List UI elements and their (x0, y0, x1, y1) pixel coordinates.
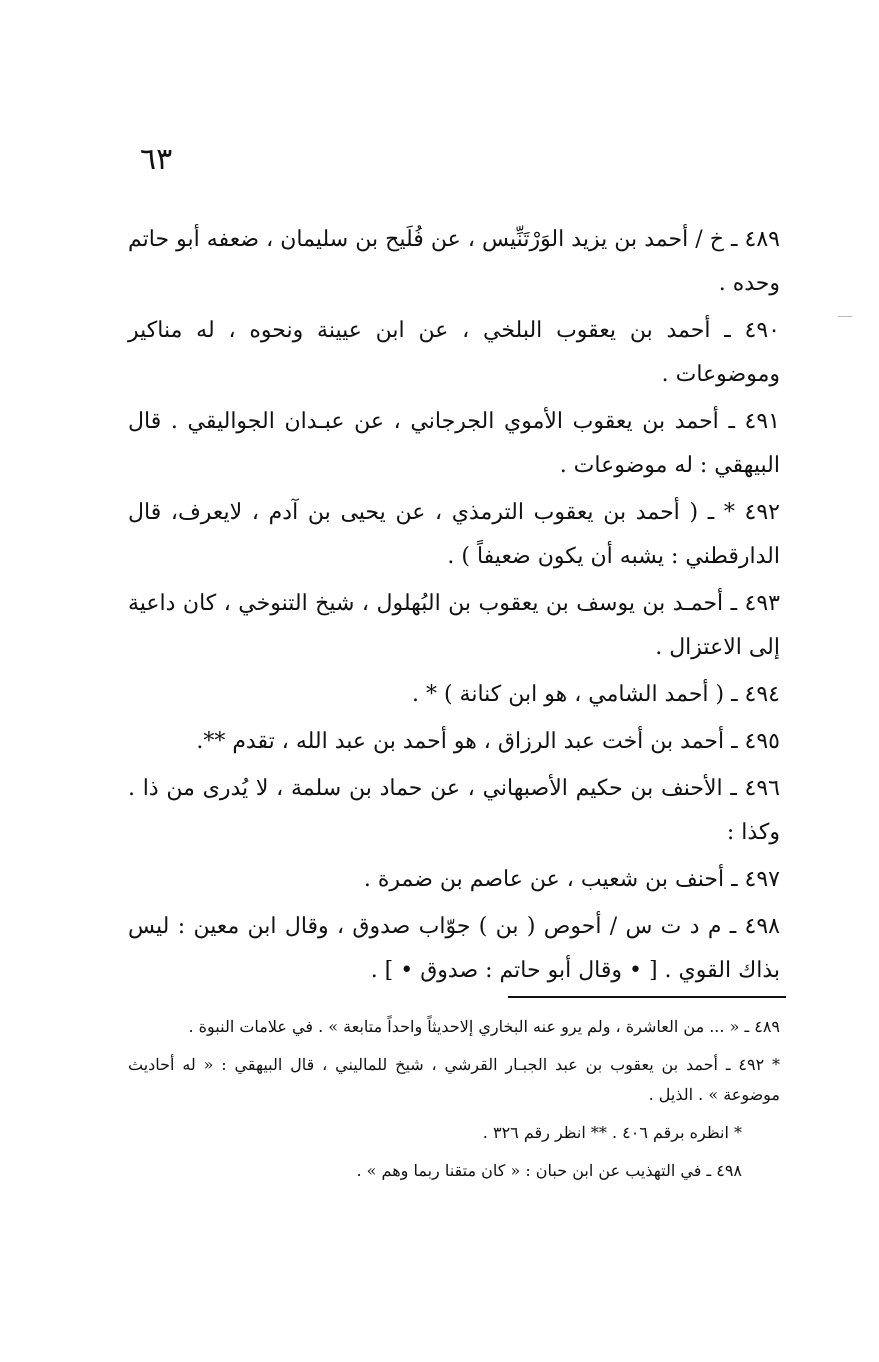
entry-495: ٤٩٥ ـ أحمد بن أخت عبد الرزاق ، هو أحمد بن عبد الله ، تقدم **. (196, 729, 780, 754)
footnote-492: * ٤٩٢ ـ أحمد بن يعقوب بن عبد الجبـار القرشي ، شيخ للماليني ، قال البيهقي : « له أحاديث موضوعة » . الذيل . (128, 1055, 781, 1104)
entry-490: ٤٩٠ ـ أحمد بن يعقوب البلخي ، عن ابن عيينة ونحوه ، له مناكير وموضوعات . (128, 318, 780, 387)
entry-498: ٤٩٨ ـ م د ت س / أحوص ( بن ) جوّاب صدوق ، وقال ابن معين : ليس بذاك القوي . [ • وقال أبو حاتم : صدوق • ] . (128, 914, 780, 983)
entry-492: ٤٩٢ * ـ ( أحمد بن يعقوب الترمذي ، عن يحيى بن آدم ، لايعرف، قال الدارقطني : يشبه أن يكون ضعيفاً ) . (128, 500, 780, 569)
entry-491: ٤٩١ ـ أحمد بن يعقوب الأموي الجرجاني ، عن عبـدان الجواليقي . قال البيهقي : له موضوعات . (128, 409, 780, 478)
entry-494: ٤٩٤ ـ ( أحمد الشامي ، هو ابن كنانة ) * . (411, 682, 780, 707)
footnote-489: ٤٨٩ ـ « ... من العاشرة ، ولم يرو عنه البخاري إلاحديثاً واحداً متابعة » . في علامات النبوة . (188, 1017, 780, 1036)
main-text (128, 218, 780, 996)
footnote-separator (508, 996, 786, 998)
page-number: ٦٣ (140, 142, 173, 177)
entry-493: ٤٩٣ ـ أحمـد بن يوسف بن يعقوب بن البُهلول ، شيخ التنوخي ، كان داعية إلى الاعتزال . (128, 591, 780, 660)
scan-mark (838, 316, 852, 317)
entry-497: ٤٩٧ ـ أحنف بن شعيب ، عن عاصم بن ضمرة . (363, 867, 780, 892)
footnote-498: ٤٩٨ ـ في التهذيب عن ابن حبان : « كان متقنا ربما وهم » . (356, 1161, 742, 1180)
entry-489: ٤٨٩ ـ خ / أحمد بن يزيد الوَرْتَنِّيس ، عن فُلَيح بن سليمان ، ضعفه أبو حاتم وحده . (128, 227, 780, 296)
footnotes (128, 1012, 780, 1194)
footnote-cross-references: * انظره برقم ٤٠٦ . ** انظر رقم ٣٢٦ . (482, 1123, 742, 1142)
entry-496: ٤٩٦ ـ الأحنف بن حكيم الأصبهاني ، عن حماد بن سلمة ، لا يُدرى من ذا . وكذا : (128, 776, 780, 845)
